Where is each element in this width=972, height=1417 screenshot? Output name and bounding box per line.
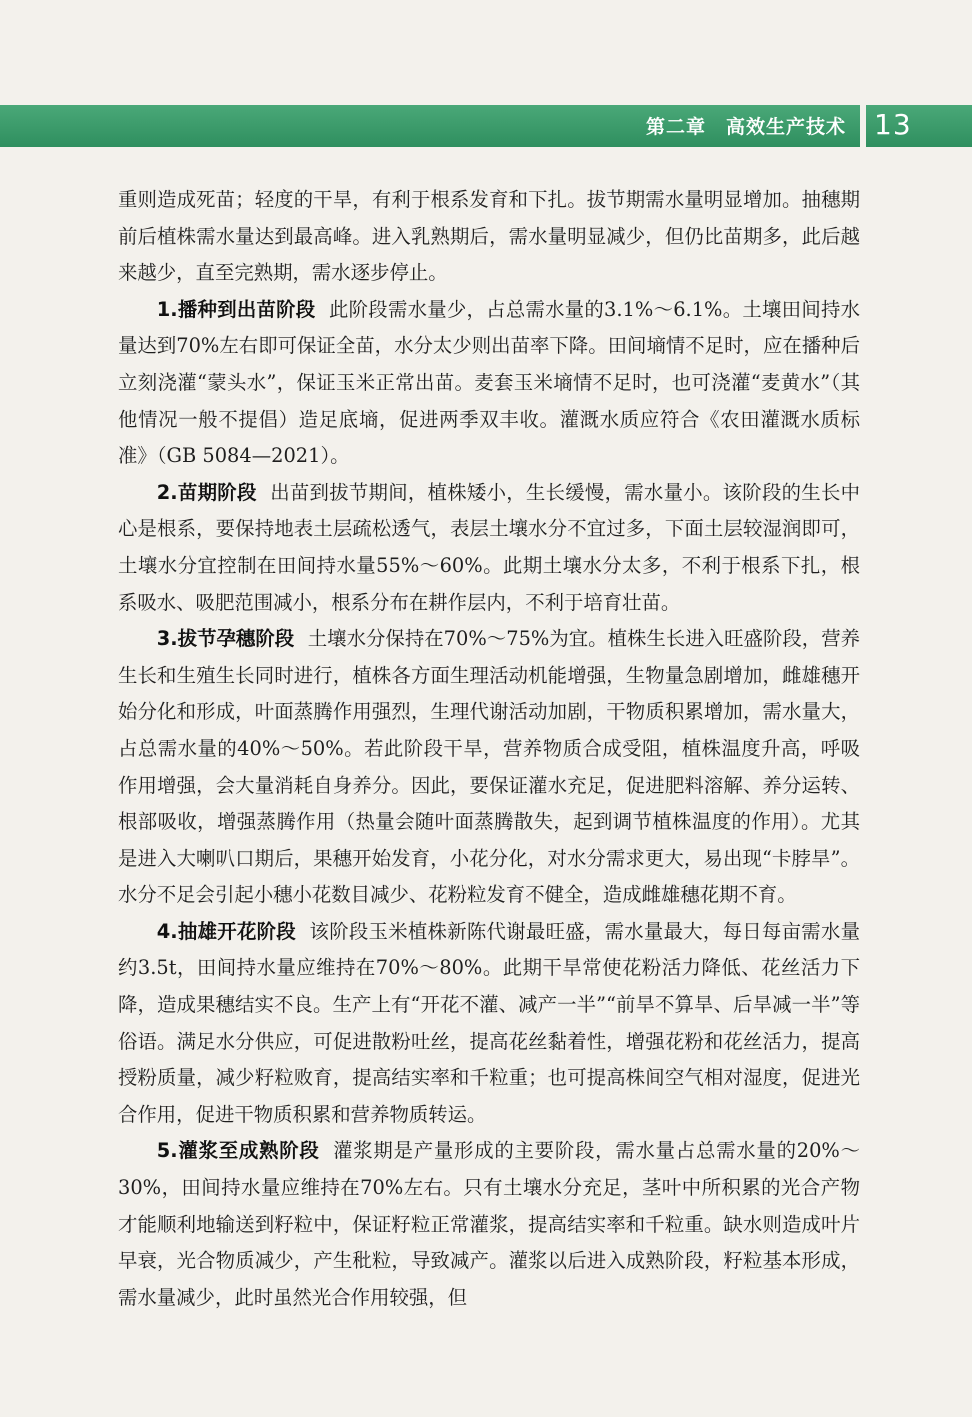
section-text: 土壤水分保持在70%～75%为宜。植株生长进入旺盛阶段，营养生长和生殖生长同时进行，植株各方面生理活动机能增强，生物量急剧增加，雌雄穗开始分化和形成，叶面蒸腾作用强烈，生理代谢活动加剧，干物质积累增加，需水量大，占总需水量的40%～50%。若此阶段干旱，营养物质合成受阻，植株温度升高，呼吸作用增强，会大量消耗自身养分。因此，要保证灌水充足，促进肥料溶解、养分运转、根部吸收，增强蒸腾作用（热量会随叶面蒸腾散失，起到调节植株温度的作用）。尤其是进入大喇叭口期后，果穗开始发育，小花分化，对水分需求更大，易出现“卡脖旱”。水分不足会引起小穗小花数目减少、花粉粒发育不健全，造成雌雄穗花期不育。 (118, 627, 860, 907)
body-text (118, 182, 860, 1316)
intro-paragraph: 重则造成死苗；轻度的干旱，有利于根系发育和下扎。拔节期需水量明显增加。抽穗期前后植株需水量达到最高峰。进入乳熟期后，需水量明显减少，但仍比苗期多，此后越来越少，直至完熟期，需水逐步停止。 (118, 188, 860, 285)
section-heading: 4.抽雄开花阶段 (156, 919, 296, 943)
chapter-title: 第二章 高效生产技术 (645, 116, 846, 138)
section-heading: 2.苗期阶段 (156, 480, 257, 504)
section-paragraph (118, 292, 860, 475)
section-text: 此阶段需水量少，占总需水量的3.1%～6.1%。土壤田间持水量达到70%左右即可保证全苗，水分太少则出苗率下降。田间墒情不足时，应在播种后立刻浇灌“蒙头水”，保证玉米正常出苗。麦套玉米墒情不足时，也可浇灌“麦黄水”（其他情况一般不提倡）造足底墒，促进两季双丰收。灌溉水质应符合《农田灌溉水质标准》（GB 5084—2021）。 (118, 297, 860, 468)
section-text: 出苗到拔节期间，植株矮小，生长缓慢，需水量小。该阶段的生长中心是根系，要保持地表土层疏松透气，表层土壤水分不宜过多，下面土层较湿润即可，土壤水分宜控制在田间持水量55%～60%。此期土壤水分太多，不利于根系下扎，根系吸水、吸肥范围减小，根系分布在耕作层内，不利于培育壮苗。 (118, 480, 861, 614)
page-number: 13 (874, 108, 912, 141)
section-heading: 1.播种到出苗阶段 (156, 297, 316, 321)
section-text: 该阶段玉米植株新陈代谢最旺盛，需水量最大，每日每亩需水量约3.5t，田间持水量应维持在70%～80%。此期干旱常使花粉活力降低、花丝活力下降，造成果穗结实不良。生产上有“开花不灌、减产一半”“前旱不算旱、后旱减一半”等俗语。满足水分供应，可促进散粉吐丝，提高花丝黏着性，增强花粉和花丝活力，提高授粉质量，减少籽粒败育，提高结实率和千粒重；也可提高株间空气相对湿度，促进光合作用，促进干物质积累和营养物质转运。 (118, 919, 860, 1126)
section-paragraph (118, 621, 860, 914)
section-heading: 3.拔节孕穗阶段 (156, 627, 295, 651)
section-text: 灌浆期是产量形成的主要阶段，需水量占总需水量的20%～30%，田间持水量应维持在70%左右。只有土壤水分充足，茎叶中所积累的光合产物才能顺利地输送到籽粒中，保证籽粒正常灌浆，提高结实率和千粒重。缺水则造成叶片早衰，光合物质减少，产生秕粒，导致减产。灌浆以后进入成熟阶段，籽粒基本形成，需水量减少，此时虽然光合作用较强，但 (118, 1139, 860, 1309)
section-paragraph (118, 914, 860, 1134)
section-heading: 5.灌浆至成熟阶段 (156, 1139, 320, 1163)
section-paragraph (118, 475, 860, 621)
section-paragraph (118, 1133, 860, 1316)
